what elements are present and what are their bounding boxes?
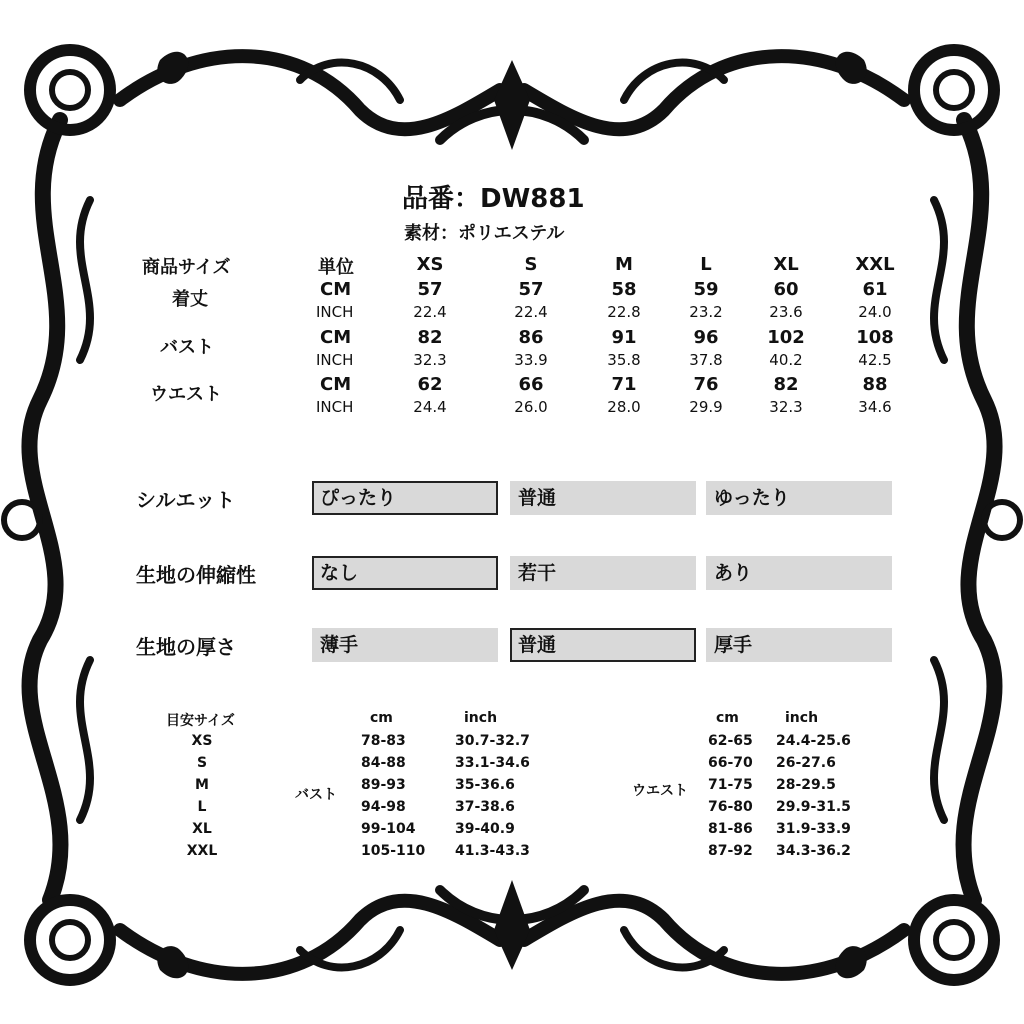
cm-value: 96 [693,327,719,348]
attribute-option-selected: 普通 [510,628,696,662]
waist-inch-header: inch [785,710,819,726]
bust-cm: 78-83 [361,733,406,749]
waist-cm: 66-70 [708,755,753,771]
cm-value: 76 [693,374,719,395]
bust-cm: 84-88 [361,755,406,771]
cm-value: 82 [417,327,443,348]
attribute-option-selected: ぴったり [312,481,498,515]
waist-cm: 62-65 [708,733,753,749]
size-header: L [700,254,712,275]
unit-header: 単位 [318,257,354,278]
inch-value: 34.6 [858,398,892,416]
bust-cm: 105-110 [361,843,426,859]
inch-value: 23.2 [689,303,723,321]
bust-cm: 94-98 [361,799,406,815]
measure-name: ウエスト [150,384,222,405]
attribute-option: 薄手 [312,628,498,662]
guide-size: M [195,777,209,793]
inch-value: 40.2 [769,351,803,369]
waist-cm-header: cm [716,710,739,726]
size-header: XXL [855,254,895,275]
unit-cm: CM [320,327,352,348]
bust-inch: 37-38.6 [455,799,515,815]
attribute-option: 厚手 [706,628,892,662]
inch-value: 24.0 [858,303,892,321]
inch-value: 28.0 [607,398,641,416]
inch-value: 22.8 [607,303,641,321]
attribute-label: 生地の厚さ [136,635,236,659]
inch-value: 26.0 [514,398,548,416]
bust-cm: 89-93 [361,777,406,793]
guide-size: L [197,799,207,815]
waist-cm: 76-80 [708,799,753,815]
cm-value: 60 [773,279,799,300]
cm-value: 91 [611,327,637,348]
waist-label: ウエスト [632,783,688,799]
waist-inch: 28-29.5 [776,777,836,793]
bust-inch: 35-36.6 [455,777,515,793]
guide-title: 目安サイズ [166,713,235,729]
unit-inch: INCH [316,303,354,321]
bust-inch: 30.7-32.7 [455,733,530,749]
inch-value: 23.6 [769,303,803,321]
cm-value: 62 [417,374,443,395]
bust-inch: 41.3-43.3 [455,843,530,859]
inch-value: 22.4 [413,303,447,321]
size-header: S [524,254,538,275]
cm-value: 86 [518,327,544,348]
waist-cm: 87-92 [708,843,753,859]
attribute-option-selected: なし [312,556,498,590]
cm-value: 58 [611,279,637,300]
waist-inch: 26-27.6 [776,755,836,771]
waist-cm: 71-75 [708,777,753,793]
waist-inch: 34.3-36.2 [776,843,851,859]
material: 素材：ポリエステル [404,223,565,244]
attribute-option: あり [706,556,892,590]
measure-name: 着丈 [172,289,208,310]
inch-value: 29.9 [689,398,723,416]
waist-inch: 24.4-25.6 [776,733,851,749]
attribute-label: シルエット [136,488,236,512]
inch-value: 22.4 [514,303,548,321]
cm-value: 88 [862,374,888,395]
cm-value: 102 [767,327,805,348]
size-header: XL [773,254,799,275]
bust-label: バスト [295,787,337,803]
measure-name: バスト [160,337,214,358]
cm-value: 71 [611,374,637,395]
bust-inch-header: inch [464,710,498,726]
cm-value: 57 [518,279,544,300]
size-table-label-header: 商品サイズ [142,257,231,278]
cm-value: 59 [693,279,719,300]
cm-value: 61 [862,279,888,300]
bust-cm: 99-104 [361,821,416,837]
cm-value: 57 [417,279,443,300]
size-header: M [615,254,633,275]
bust-inch: 39-40.9 [455,821,515,837]
attribute-label: 生地の伸縮性 [136,563,256,587]
cm-value: 108 [856,327,894,348]
guide-size: S [196,755,208,771]
inch-value: 24.4 [413,398,447,416]
attribute-option: ゆったり [706,481,892,515]
waist-inch: 29.9-31.5 [776,799,851,815]
product-number: 品番：DW881 [402,184,585,214]
inch-value: 32.3 [769,398,803,416]
inch-value: 35.8 [607,351,641,369]
cm-value: 66 [518,374,544,395]
guide-size: XL [192,821,212,837]
waist-inch: 31.9-33.9 [776,821,851,837]
unit-inch: INCH [316,351,354,369]
inch-value: 42.5 [858,351,892,369]
bust-inch: 33.1-34.6 [455,755,530,771]
inch-value: 33.9 [514,351,548,369]
attribute-option: 若干 [510,556,696,590]
unit-cm: CM [320,374,352,395]
unit-inch: INCH [316,398,354,416]
bust-cm-header: cm [370,710,393,726]
cm-value: 82 [773,374,799,395]
size-header: XS [416,254,444,275]
guide-size: XXL [186,843,218,859]
attribute-option: 普通 [510,481,696,515]
waist-cm: 81-86 [708,821,753,837]
inch-value: 37.8 [689,351,723,369]
guide-size: XS [191,733,213,749]
unit-cm: CM [320,279,352,300]
inch-value: 32.3 [413,351,447,369]
